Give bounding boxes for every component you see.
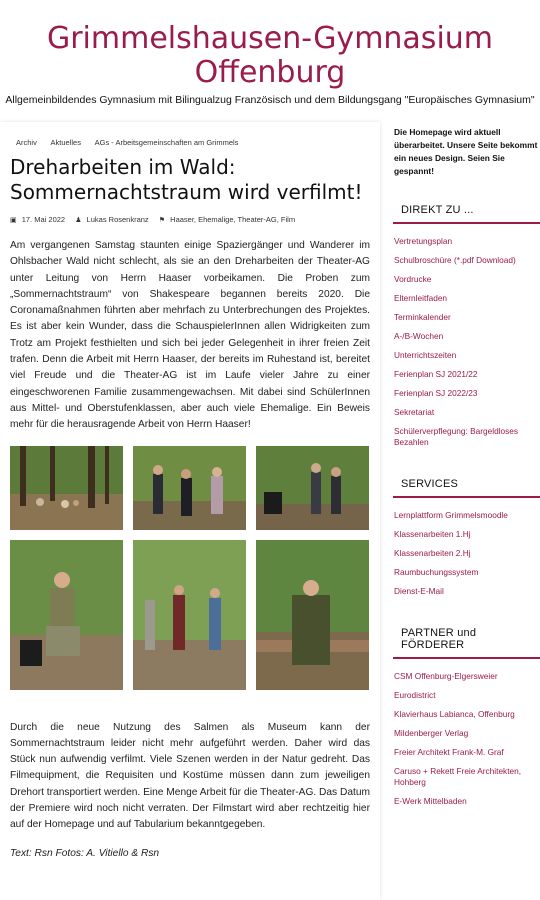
link-ab-wochen[interactable]: A-/B-Wochen <box>394 331 444 341</box>
link-eurodistrict[interactable]: Eurodistrict <box>394 690 436 700</box>
widget-title-partner: PARTNER und FÖRDERER <box>393 621 540 659</box>
redesign-notice: Die Homepage wird aktuell überarbeitet. Unsere Seite bekommt ein neues Design. Seien Sie gespannt! <box>394 127 538 176</box>
user-icon: ♟ <box>75 217 82 224</box>
gallery-photo-3[interactable] <box>256 446 369 530</box>
calendar-icon: ▣ <box>10 217 17 224</box>
link-csm-offenburg[interactable]: CSM Offenburg-Elgersweier <box>394 671 498 681</box>
post-author[interactable]: Lukas Rosenkranz <box>86 215 149 224</box>
tag-icon: ⚑ <box>158 217 166 224</box>
post-paragraph-1: Am vergangenen Samstag staunten einige Spaziergänger und Wanderer im Ohlsbacher Wald nicht schlecht, als sie an den Dreharbeiten der Theater-AG unter Leitung von Herrn Haaser vorbeikamen. Die Proben zum „Sommernachtstraum“ von Shakespeare begannen bereits 2020. Die Coronamaßnahmen führten aber mehrfach zu Unterbrechungen des Projektes. Es ist aber kein Wunder, dass die SchauspielerInnen allen Widrigkeiten zum Trotz am Projekt festhielten und sich bei jeder Gelegenheit in ihrer freien Zeit trafen. Denn die Arbeit mit Herrn Haaser, der bereits im Ruhestand ist, bereitet viel Freude und die Theater-AG ist im Laufe vieler Jahre zu einer eingeschworenen Familie zusammengewachsen. Mit dabei sind SchülerInnen aus Mittel- und Oberstufenklassen, aber auch viele Ehemalige. Ein Beweis mehr für die herausragende Arbeit von Herrn Haaser! <box>10 240 370 431</box>
breadcrumb-item-ags[interactable]: AGs - Arbeitsgemeinschaften am Grimmels <box>94 138 239 147</box>
link-grimmelsmoodle[interactable]: Lernplattform Grimmelsmoodle <box>394 510 508 520</box>
link-elternleitfaden[interactable]: Elternleitfaden <box>394 293 448 303</box>
photo-credit: Text: Rsn Fotos: A. Vitiello & Rsn <box>10 847 160 859</box>
site-title[interactable] <box>0 22 540 90</box>
link-unterrichtszeiten[interactable]: Unterrichtszeiten <box>394 350 457 360</box>
photo-gallery <box>10 446 370 690</box>
post-paragraph-2: Durch die neue Nutzung des Salmen als Museum kann der Sommernachtstraum leider nicht mehr aufgeführt werden. Daher wird das Stück nun aufwendig verfilmt. Viele Szenen werden in der Natur gedreht. Das Filmequipment, die Requisiten und Kostüme müssen dann zum jeweiligen Drehort transportiert werden. Eine Menge Arbeit für die Theater-AG. Das Datum der Premiere wird noch nicht verraten. Der Filmstart wird aber rechtzeitig hier auf der Homepage und auf Tabularium bekanntgegeben. <box>10 721 370 831</box>
post-title: Dreharbeiten im Wald: Sommernachtstraum wird verfilmt! <box>10 155 363 204</box>
link-klavierhaus[interactable]: Klavierhaus Labianca, Offenburg <box>394 709 515 719</box>
page-layout <box>0 122 540 900</box>
site-tagline: Allgemeinbildendes Gymnasium mit Bilingualzug Französisch und dem Bildungsgang "Europäisches Gymnasium" <box>5 94 535 106</box>
sidebar <box>393 126 540 811</box>
link-caruso-rekett[interactable]: Caruso + Rekett Freie Architekten, Hohberg <box>394 766 522 787</box>
link-vertretungsplan[interactable]: Vertretungsplan <box>394 236 453 246</box>
breadcrumb <box>0 122 380 147</box>
breadcrumb-item-aktuelles[interactable]: Aktuelles <box>50 138 81 147</box>
gallery-photo-6[interactable] <box>256 540 369 690</box>
gallery-photo-5[interactable] <box>133 540 246 690</box>
link-terminkalender[interactable]: Terminkalender <box>394 312 451 322</box>
link-ferienplan-2223[interactable]: Ferienplan SJ 2022/23 <box>394 388 478 398</box>
services-links <box>393 506 540 601</box>
gallery-photo-2[interactable] <box>133 446 246 530</box>
link-klassenarbeiten-2hj[interactable]: Klassenarbeiten 2.Hj <box>394 548 471 558</box>
widget-title-direkt: DIREKT ZU ... <box>393 198 540 224</box>
main-content <box>0 122 380 900</box>
post-meta <box>10 215 380 224</box>
link-schuelerverpflegung[interactable]: Schülerverpflegung: Bargeldloses Bezahlen <box>394 426 519 447</box>
breadcrumb-item-archiv[interactable]: Archiv <box>16 138 37 147</box>
gallery-photo-1[interactable] <box>10 446 123 530</box>
link-sekretariat[interactable]: Sekretariat <box>394 407 435 417</box>
link-mildenberger[interactable]: Mildenberger Verlag <box>394 728 469 738</box>
link-raumbuchung[interactable]: Raumbuchungssystem <box>394 567 479 577</box>
link-schulbroschuere[interactable]: Schulbroschüre (*.pdf Download) <box>394 255 516 265</box>
partner-links <box>393 667 540 811</box>
link-ferienplan-2122[interactable]: Ferienplan SJ 2021/22 <box>394 369 478 379</box>
link-ewerk[interactable]: E-Werk Mittelbaden <box>394 796 467 806</box>
post-date[interactable]: 17. Mai 2022 <box>21 215 66 224</box>
link-dienst-email[interactable]: Dienst-E-Mail <box>394 586 444 596</box>
link-klassenarbeiten-1hj[interactable]: Klassenarbeiten 1.Hj <box>394 529 471 539</box>
link-vordrucke[interactable]: Vordrucke <box>394 274 432 284</box>
widget-title-services: SERVICES <box>393 472 540 498</box>
link-architekt-graf[interactable]: Freier Architekt Frank-M. Graf <box>394 747 504 757</box>
gallery-photo-4[interactable] <box>10 540 123 690</box>
site-title-link[interactable]: Grimmelshausen-Gymnasium Offenburg <box>46 21 494 90</box>
site-header <box>0 0 540 106</box>
post-tags[interactable]: Haaser, Ehemalige, Theater-AG, Film <box>170 215 296 224</box>
direkt-links <box>393 232 540 452</box>
